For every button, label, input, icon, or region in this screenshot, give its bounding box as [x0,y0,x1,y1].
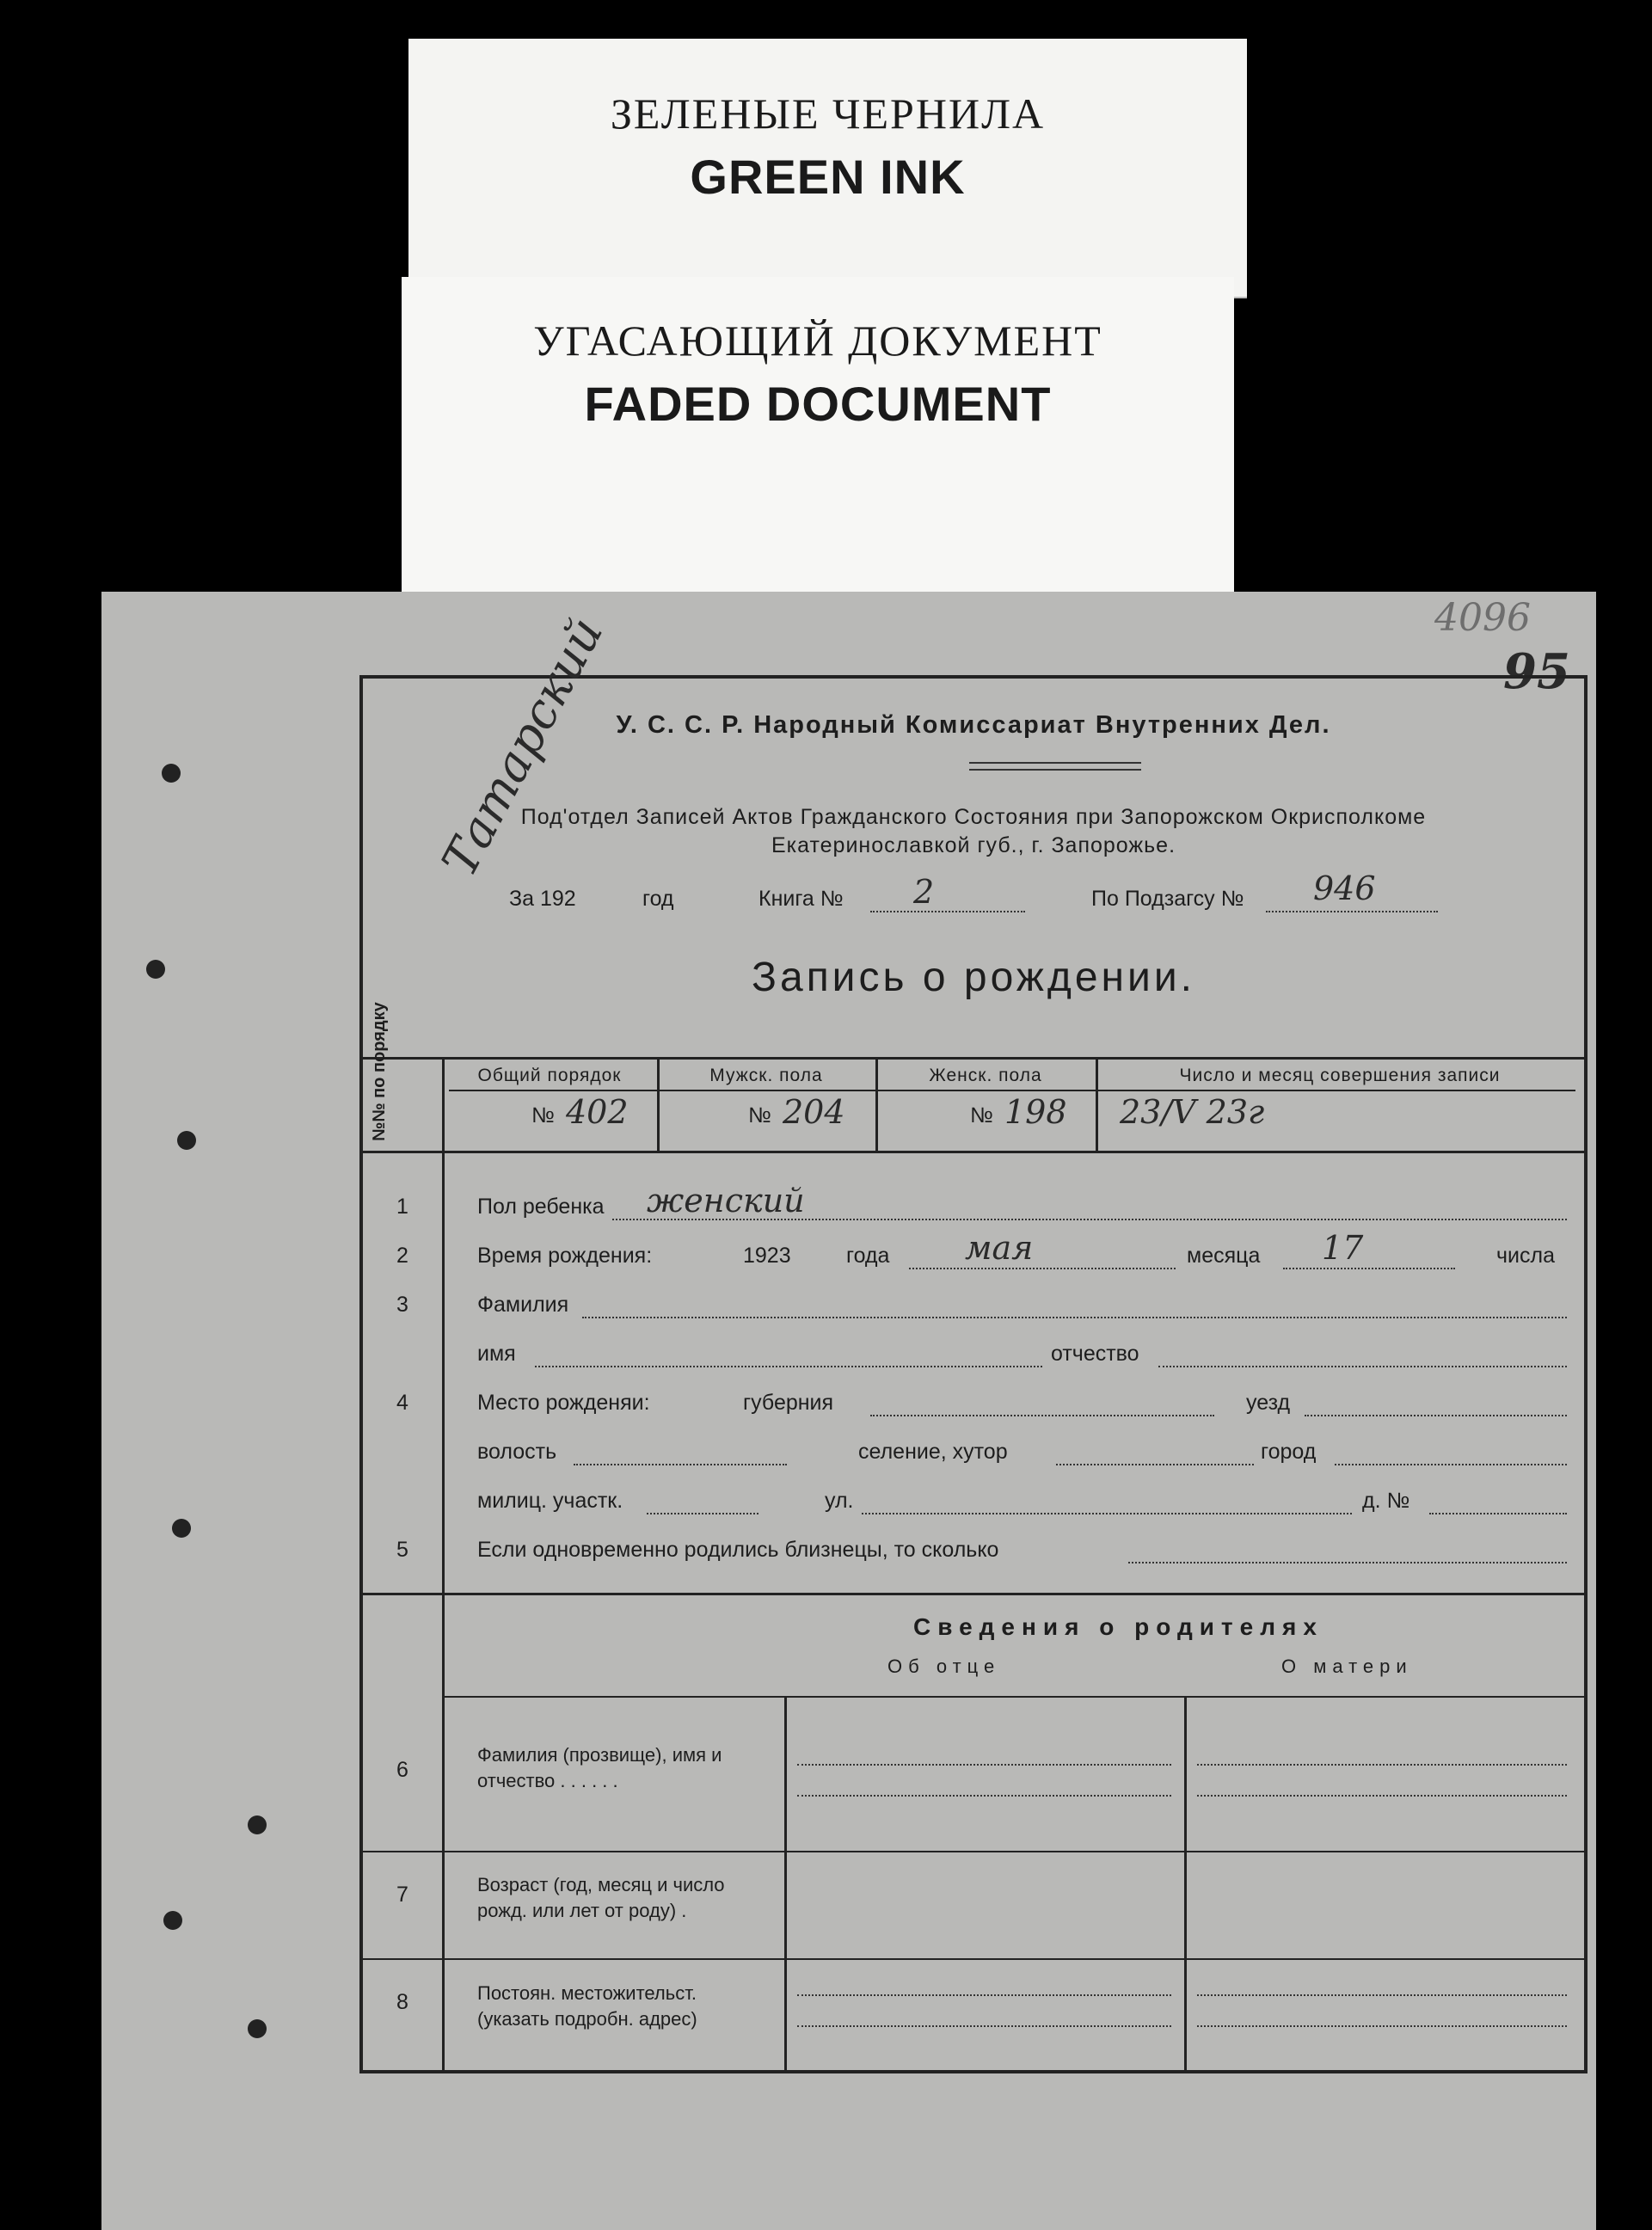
margin-handwriting: Татарский [432,608,615,886]
mother-heading: О матери [1281,1656,1413,1677]
parents-heading: Сведения о родителях [913,1613,1323,1640]
header-record-date: Число и месяц совершения записи [1179,1066,1501,1085]
parents-row-line [363,1851,1584,1852]
father-column-line [784,1696,787,2070]
header-rule [969,762,1141,764]
father-heading: Об отце [887,1656,1001,1677]
birth-record-sheet [101,592,1596,2230]
father-address-line [797,2025,1171,2027]
male-no-sign: № [748,1103,771,1127]
father-address-line [797,1994,1171,1996]
gorod-line [1335,1464,1567,1465]
faded-document-label-ru: УГАСАЮЩИЙ ДОКУМЕНТ [533,316,1102,365]
record-date-value: 23/V 23г [1120,1093,1265,1131]
female-count-value: 198 [1004,1093,1067,1131]
green-ink-label-ru: ЗЕЛЕНЫЕ ЧЕРНИЛА [610,89,1046,138]
surname-line [582,1317,1567,1318]
milic-line [647,1513,758,1514]
podzagsu-line [1266,911,1438,912]
patronymic-label: отчество [1051,1342,1139,1366]
row-number: 2 [396,1244,408,1268]
day-word: числа [1496,1244,1555,1268]
mother-address-line [1197,2025,1567,2027]
mother-address-line [1197,1994,1567,1996]
gubernia-label: губерния [743,1391,834,1415]
form-subheader-2: Екатеринославкой губ., г. Запорожье. [771,833,1176,857]
table-bottom-line [363,1151,1584,1153]
parents-header-line [442,1696,1584,1698]
row-number: 8 [396,1990,408,2014]
parents-age-label: Возраст (год, месяц и число рожд. или лет от роду) . [477,1874,725,1921]
faded-document-label-en: FADED DOCUMENT [584,377,1052,431]
sex-label: Пол ребенка [477,1195,605,1219]
month-word: месяца [1187,1244,1261,1268]
header-rule [969,769,1141,771]
twins-label: Если одновременно родились близнецы, то сколько [477,1538,999,1562]
punch-hole [146,960,165,979]
podzagsu-value: 946 [1313,869,1376,907]
mother-column-line [1184,1696,1187,2070]
sex-value: женский [647,1182,805,1219]
punch-hole [248,2019,267,2038]
house-line [1429,1513,1567,1514]
book-label: Книга № [758,887,844,911]
form-subheader-1: Под'отдел Записей Актов Гражданского Состояния при Запорожском Окрисполкоме [520,805,1427,829]
uezd-line [1305,1415,1567,1416]
row-number: 5 [396,1538,408,1562]
gubernia-line [870,1415,1214,1416]
faded-document-card [402,277,1234,595]
row-number: 4 [396,1391,408,1415]
header-underline [449,1090,1575,1091]
birth-day-value: 17 [1322,1229,1364,1267]
punch-hole [177,1131,196,1150]
punch-hole [172,1519,191,1538]
male-count-value: 204 [783,1093,845,1131]
punch-hole [248,1815,267,1834]
birth-month-value: мая [965,1229,1034,1267]
table-top-line [363,1057,1584,1060]
parents-name-label: Фамилия (прозвище), имя и отчество . . . . . . [477,1744,722,1791]
selenie-line [1056,1464,1254,1465]
patronymic-line [1158,1366,1567,1367]
year-word: года [846,1244,890,1268]
year-suffix: год [642,887,674,911]
parents-address-label: Постоян. местожительст. (указать подробн. адрес) [477,1982,697,2030]
header-male: Мужск. пола [709,1066,823,1085]
father-name-line [797,1795,1171,1797]
podzagsu-label: По Подзагсу № [1091,887,1244,911]
uezd-label: уезд [1246,1391,1291,1415]
volost-label: волость [477,1440,557,1464]
milic-label: милиц. участк. [477,1489,623,1513]
street-label: ул. [825,1489,854,1513]
green-ink-label-en: GREEN INK [690,150,966,204]
surname-label: Фамилия [477,1293,569,1317]
general-order-value: 402 [566,1093,629,1131]
house-label: д. № [1362,1489,1410,1513]
birth-time-label: Время рождения: [477,1244,653,1268]
punch-hole [162,764,181,783]
selenie-label: селение, хутор [858,1440,1008,1464]
mother-name-line [1197,1795,1567,1797]
form-header: У. С. С. Р. Народный Комиссариат Внутренних Дел. [616,711,1331,739]
row-number: 7 [396,1883,408,1907]
month-line [909,1268,1176,1269]
punch-hole [163,1911,182,1930]
birth-year: 1923 [743,1244,791,1268]
header-female: Женск. пола [929,1066,1042,1085]
record-title: Запись о рождении. [752,955,1195,1000]
corner-faint-number: 4096 [1434,596,1531,640]
year-label: За 192 [509,887,576,911]
book-value: 2 [913,873,935,911]
book-line [870,911,1025,912]
birthplace-label: Место рожденяи: [477,1391,650,1415]
mother-name-line [1197,1764,1567,1766]
corner-number: 95 [1503,643,1570,700]
row-number: 3 [396,1293,408,1317]
name-label: имя [477,1342,516,1366]
number-column-line [442,1057,445,2070]
street-line [862,1513,1352,1514]
header-general-order: Общий порядок [477,1066,622,1085]
gorod-label: город [1261,1440,1317,1464]
name-line [535,1366,1042,1367]
row-number: 1 [396,1195,408,1219]
green-ink-card [408,39,1247,298]
female-no-sign: № [970,1103,993,1127]
twins-line [1128,1562,1567,1563]
volost-line [574,1464,787,1465]
father-name-line [797,1764,1171,1766]
order-column-heading: №№ по порядку [370,1002,389,1141]
general-no-sign: № [531,1103,555,1127]
parents-row-line [363,1958,1584,1960]
day-line [1283,1268,1455,1269]
parents-top-line [363,1593,1584,1595]
row-number: 6 [396,1758,408,1782]
